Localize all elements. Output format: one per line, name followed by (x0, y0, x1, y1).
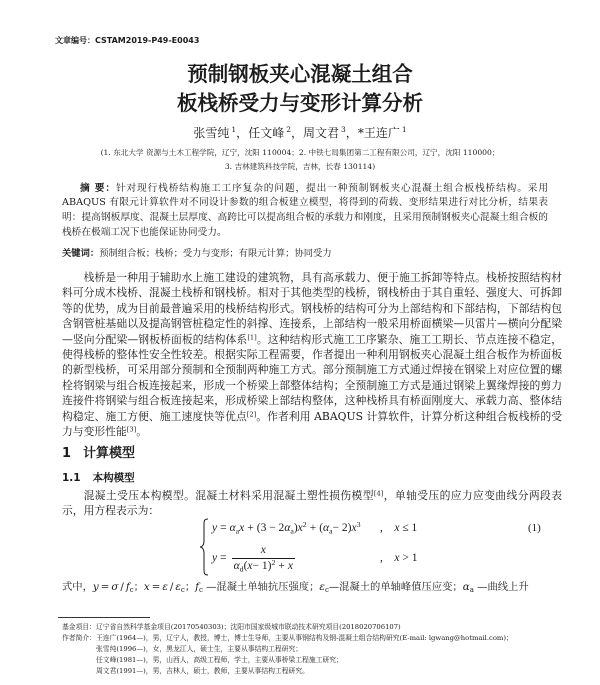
math-variable: α (229, 522, 236, 534)
affiliation-line-2: 3. 吉林建筑科技学院，吉林，长春 130114) (224, 162, 376, 171)
math-superscript: 2 (271, 557, 276, 567)
math-subscript: c (324, 586, 329, 595)
equation-number: (1) (528, 522, 541, 534)
math-variable: ε (175, 581, 181, 593)
math-text: ； (133, 581, 144, 593)
math-variable: x (143, 581, 150, 593)
math-variable: x (394, 522, 400, 534)
math-text: − 2) (332, 522, 352, 534)
math-text: (3 − 2 (256, 522, 285, 534)
math-operator: / (169, 581, 174, 593)
math-operator: + (247, 522, 254, 534)
math-variable: α (233, 559, 240, 572)
citation: [1] (247, 332, 257, 341)
footnotes (62, 622, 582, 677)
math-operator: = (151, 581, 161, 593)
author-name: 张雪纯 (193, 126, 230, 140)
paragraph-text: 混凝土受压本构模型。混凝土材料采用混凝土塑性损伤模型 (83, 489, 374, 502)
intro-paragraph (62, 270, 562, 439)
math-subscript: c (180, 586, 185, 595)
author-name: 周文君 (303, 126, 340, 140)
abstract-text: 针对现行栈桥结构施工工序复杂的问题，提出一种预制钢板夹心混凝土组合板栈桥结构。采用 ABAQUS 有限元计算软件对不同设计参数的组合板建立模型，将得到的荷载、变形结果进行对比分析，结果表明：提高钢板厚度、混凝土层厚度、高跨比可以提高组合板的承载力和刚度，且采用预制钢板夹心混凝土组合板的栈桥在极端工况下也能保证协同受力。 (62, 182, 549, 238)
title-line-2: 板栈桥受力与变形计算分析 (177, 91, 423, 115)
fund-footnote (62, 622, 582, 633)
math-subscript: d (239, 563, 244, 573)
fund-text: 辽宁省自然科学基金项目(20170540303)；沈阳市国家级城市联动技术研究项目(2018020706107) (95, 623, 401, 631)
math-variable: f (125, 581, 130, 593)
math-operator: / (120, 581, 124, 593)
subsection-heading (62, 470, 135, 486)
affiliations (0, 146, 600, 174)
affiliation-line-1: (1. 东北大学 资源与土木工程学院，辽宁，沈阳 110004；2. 中铁七局集团第二工程有限公司，辽宁，沈阳 110000； (100, 148, 500, 157)
math-subscript: a (235, 526, 240, 536)
math-subscript: c (198, 586, 203, 595)
math-operator: + (278, 559, 285, 572)
bio-footnote: 张雪纯(1996—)，女，黑龙江人，硕士生，主要从事结构工程研究； (96, 645, 303, 653)
math-text: , (380, 522, 383, 534)
author-name: 王连广 (363, 126, 400, 140)
fund-label: 基金项目： (62, 623, 96, 631)
fraction-numerator (261, 544, 266, 558)
bio-footnote: 任文峰(1981—)，男，山西人，高级工程师，学士，主要从事桥梁工程施工研究； (96, 656, 343, 664)
math-variable: x (394, 552, 400, 564)
section-number: 1 (62, 446, 72, 461)
abstract-label: 摘 要： (80, 182, 116, 194)
author-separator: ， (290, 126, 303, 140)
math-subscript: c (129, 586, 134, 595)
math-variable: x (351, 522, 357, 534)
bio-footnote: 周文君(1991—)，男，吉林人，硕士，教师，主要从事结构工程研究。 (96, 667, 309, 675)
math-text: − 1) (252, 559, 272, 572)
paragraph-text: ，单轴受压的应力应变曲线分两段表示，用方程表示为： (62, 489, 563, 518)
math-superscript: 2 (302, 520, 307, 530)
citation: [3] (126, 425, 137, 434)
author-affiliation-mark: 3 (341, 125, 346, 134)
math-operator: = (100, 581, 110, 593)
bio-label: 作者简介： (62, 634, 96, 642)
paragraph-text: 。这种结构形式施工工序繁杂、施工工期长、节点连接不稳定，使得栈桥的整体性安全性较差。根据实际工程需要，作者提出一种利用钢板夹心混凝土组合板作为桥面板的新型栈桥，可采用部分预制和全预制两种施工方式。部分预制施工方式通过焊接在钢梁上对应位置的螺栓将钢梁与组合板连接起来，形成一个桥梁上部整体结构；全预制施工方式是通过钢梁上翼缘焊接的剪力连接件将钢梁与组合板连接起来，形成桥梁上部结构整体，这种栈桥具有桥面刚度大、承载力高、整体结构稳定、施工方便、施工速度快等优点 (62, 332, 563, 423)
math-variable: ε (162, 581, 168, 593)
math-variable: x (260, 543, 266, 556)
constitutive-paragraph (62, 488, 562, 519)
math-variable: f (195, 581, 199, 593)
equation-condition-1 (380, 519, 417, 537)
keywords (62, 247, 548, 261)
fraction-denominator (232, 558, 295, 573)
math-variable: y (92, 581, 99, 593)
paragraph-text: 。作者利用 ABAQUS 计算软件，计算分析这种组合板栈桥的受力与变形性能 (62, 409, 562, 439)
bio-text: 王连广(1964—)，男，辽宁人，教授，博士，博士生导师，主要从事钢结构及钢-混凝土组合结构研究(E-mail: lgwang@hotmail.com)； (95, 634, 513, 642)
subsection-number: 1.1 (62, 472, 81, 484)
math-variable: α (323, 522, 330, 534)
author-affiliation-mark: 1 (401, 125, 407, 134)
equation-case-1 (212, 519, 361, 537)
math-variable: x (287, 559, 293, 572)
equation-explanation (62, 579, 529, 595)
math-variable: ε (319, 581, 325, 593)
math-text: > 1 (402, 552, 418, 564)
author-list (0, 124, 600, 142)
math-operator: = (220, 552, 227, 564)
math-text: ； (184, 581, 196, 593)
author-separator: ， (236, 126, 249, 140)
math-variable: y (212, 522, 218, 534)
author-affiliation-mark: 1 (231, 125, 237, 134)
equation-1 (0, 516, 600, 578)
article-number: 文章编号：CSTAM2019-P49-E0043 (55, 36, 200, 45)
math-variable: y (212, 552, 218, 564)
author-affiliation-mark: 2 (286, 125, 291, 134)
footnote-divider (58, 617, 150, 618)
corresponding-author-mark: * (357, 126, 364, 140)
equation-case-2 (212, 542, 295, 574)
paragraph-text: 栈桥是一种用于辅助水上施工建设的建筑物，具有高承载力、便于施工拆卸等特点。栈桥按照结构材料可分成木栈桥、混凝土栈桥和钢栈桥。相对于其他类型的栈桥，钢栈桥由于其自重轻、强度大、可拆卸等的优势，成为目前最普遍采用的栈桥结构形式。钢栈桥的结构可分为上部结构和下部结构，下部结构包含钢管桩基础以及提高钢管桩稳定性的斜撑、连接系，上部结构一般采用桥面横梁—贝雷片—横向分配梁—竖向分配梁—钢板桥面板的结构体系 (62, 271, 562, 346)
math-text: ≤ 1 (402, 522, 418, 534)
math-variable: σ (111, 581, 119, 593)
section-title: 计算模型 (83, 446, 136, 461)
math-text: ( (243, 559, 248, 572)
math-text: —混凝土单轴抗压强度； (202, 581, 320, 593)
math-operator: + (309, 522, 317, 534)
citation: [2] (246, 409, 257, 418)
abstract (62, 182, 548, 241)
math-variable: x (239, 522, 245, 534)
equation-condition-2 (380, 549, 417, 567)
math-text: , (380, 552, 383, 564)
math-text: —混凝土的单轴峰值压应变； (328, 581, 463, 593)
paper-title (0, 60, 600, 118)
equation-brace (199, 518, 209, 576)
math-variable: x (297, 522, 303, 534)
math-subscript: a (329, 526, 333, 536)
math-text: ( (319, 522, 324, 534)
math-text: 式中， (62, 581, 93, 593)
math-subscript: a (469, 586, 474, 595)
section-heading (62, 445, 135, 463)
math-text: —曲线上升 (473, 581, 529, 593)
math-superscript: 3 (356, 520, 361, 530)
math-subscript: a (290, 526, 294, 536)
author-separator: ， (345, 126, 358, 140)
author-name: 任文峰 (248, 126, 285, 140)
math-variable: α (284, 522, 291, 534)
paragraph-text: 。 (136, 425, 148, 439)
keywords-text: 预制组合板；栈桥；受力与变形；有限元计算；协同受力 (99, 248, 332, 259)
keywords-label: 关键词： (62, 248, 100, 259)
math-variable: x (247, 559, 253, 572)
citation: [4] (373, 489, 384, 498)
math-variable: α (462, 581, 470, 593)
bio-footnote (62, 633, 582, 644)
title-line-1: 预制钢板夹心混凝土组合 (187, 62, 413, 86)
math-text: ) (293, 522, 298, 534)
math-operator: = (220, 522, 227, 534)
subsection-title: 本构模型 (92, 472, 135, 484)
math-fraction (232, 544, 295, 573)
